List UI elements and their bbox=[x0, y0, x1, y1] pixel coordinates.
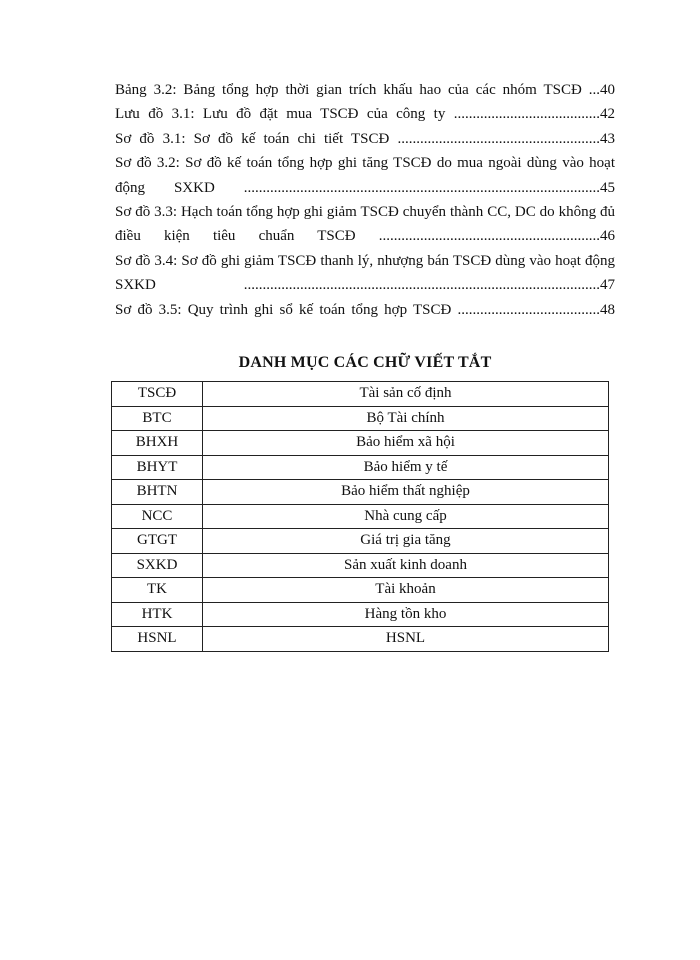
abbr-meaning: Sản xuất kinh doanh bbox=[203, 553, 609, 578]
table-row bbox=[112, 431, 609, 456]
abbr-meaning: Tài sản cố định bbox=[203, 382, 609, 407]
table-row bbox=[112, 602, 609, 627]
table-of-figures bbox=[115, 78, 615, 322]
toc-entry[interactable]: Lưu đồ 3.1: Lưu đồ đặt mua TSCĐ của công ty .......................................42 bbox=[115, 106, 615, 123]
toc-entry[interactable]: Sơ đồ 3.4: Sơ đồ ghi giảm TSCĐ thanh lý, nhượng bán TSCĐ dùng vào hoạt động SXKD ...............................................................................................47 bbox=[115, 252, 615, 294]
table-row bbox=[112, 406, 609, 431]
abbr-code: TK bbox=[112, 578, 203, 603]
table-row bbox=[112, 578, 609, 603]
table-row bbox=[112, 480, 609, 505]
table-row bbox=[112, 553, 609, 578]
abbr-code: BHXH bbox=[112, 431, 203, 456]
abbr-code: BTC bbox=[112, 406, 203, 431]
table-row bbox=[112, 529, 609, 554]
table-row bbox=[112, 455, 609, 480]
toc-entry[interactable]: Sơ đồ 3.5: Quy trình ghi sổ kế toán tổng hợp TSCĐ ......................................48 bbox=[115, 301, 615, 318]
abbr-code: HSNL bbox=[112, 627, 203, 652]
abbr-meaning: Bảo hiểm xã hội bbox=[203, 431, 609, 456]
abbr-code: TSCĐ bbox=[112, 382, 203, 407]
abbreviations-title: DANH MỤC CÁC CHỮ VIẾT TẮT bbox=[238, 354, 492, 371]
abbr-code: NCC bbox=[112, 504, 203, 529]
abbr-code: HTK bbox=[112, 602, 203, 627]
abbr-meaning: HSNL bbox=[203, 627, 609, 652]
abbr-code: BHYT bbox=[112, 455, 203, 480]
abbr-meaning: Bộ Tài chính bbox=[203, 406, 609, 431]
abbr-meaning: Tài khoản bbox=[203, 578, 609, 603]
abbr-meaning: Bảo hiểm thất nghiệp bbox=[203, 480, 609, 505]
abbr-meaning: Giá trị gia tăng bbox=[203, 529, 609, 554]
table-row bbox=[112, 504, 609, 529]
abbr-meaning: Hàng tồn kho bbox=[203, 602, 609, 627]
toc-entry[interactable]: Sơ đồ 3.2: Sơ đồ kế toán tổng hợp ghi tăng TSCĐ do mua ngoài dùng vào hoạt động SXKD ...............................................................................................45 bbox=[115, 155, 615, 196]
abbreviations-table bbox=[111, 381, 609, 652]
toc-entry[interactable]: Sơ đồ 3.1: Sơ đồ kế toán chi tiết TSCĐ ......................................................43 bbox=[115, 130, 615, 147]
table-row bbox=[112, 627, 609, 652]
abbr-meaning: Nhà cung cấp bbox=[203, 504, 609, 529]
abbr-code: BHTN bbox=[112, 480, 203, 505]
table-row bbox=[112, 382, 609, 407]
abbr-code: SXKD bbox=[112, 553, 203, 578]
abbr-meaning: Bảo hiểm y tế bbox=[203, 455, 609, 480]
toc-entry[interactable]: Sơ đồ 3.3: Hạch toán tổng hợp ghi giảm TSCĐ chuyển thành CC, DC do không đủ điều kiện tiêu chuẩn TSCĐ ...........................................................46 bbox=[115, 204, 615, 245]
abbr-code: GTGT bbox=[112, 529, 203, 554]
toc-entry[interactable]: Bảng 3.2: Bảng tổng hợp thời gian trích khấu hao của các nhóm TSCĐ ...40 bbox=[115, 82, 615, 98]
